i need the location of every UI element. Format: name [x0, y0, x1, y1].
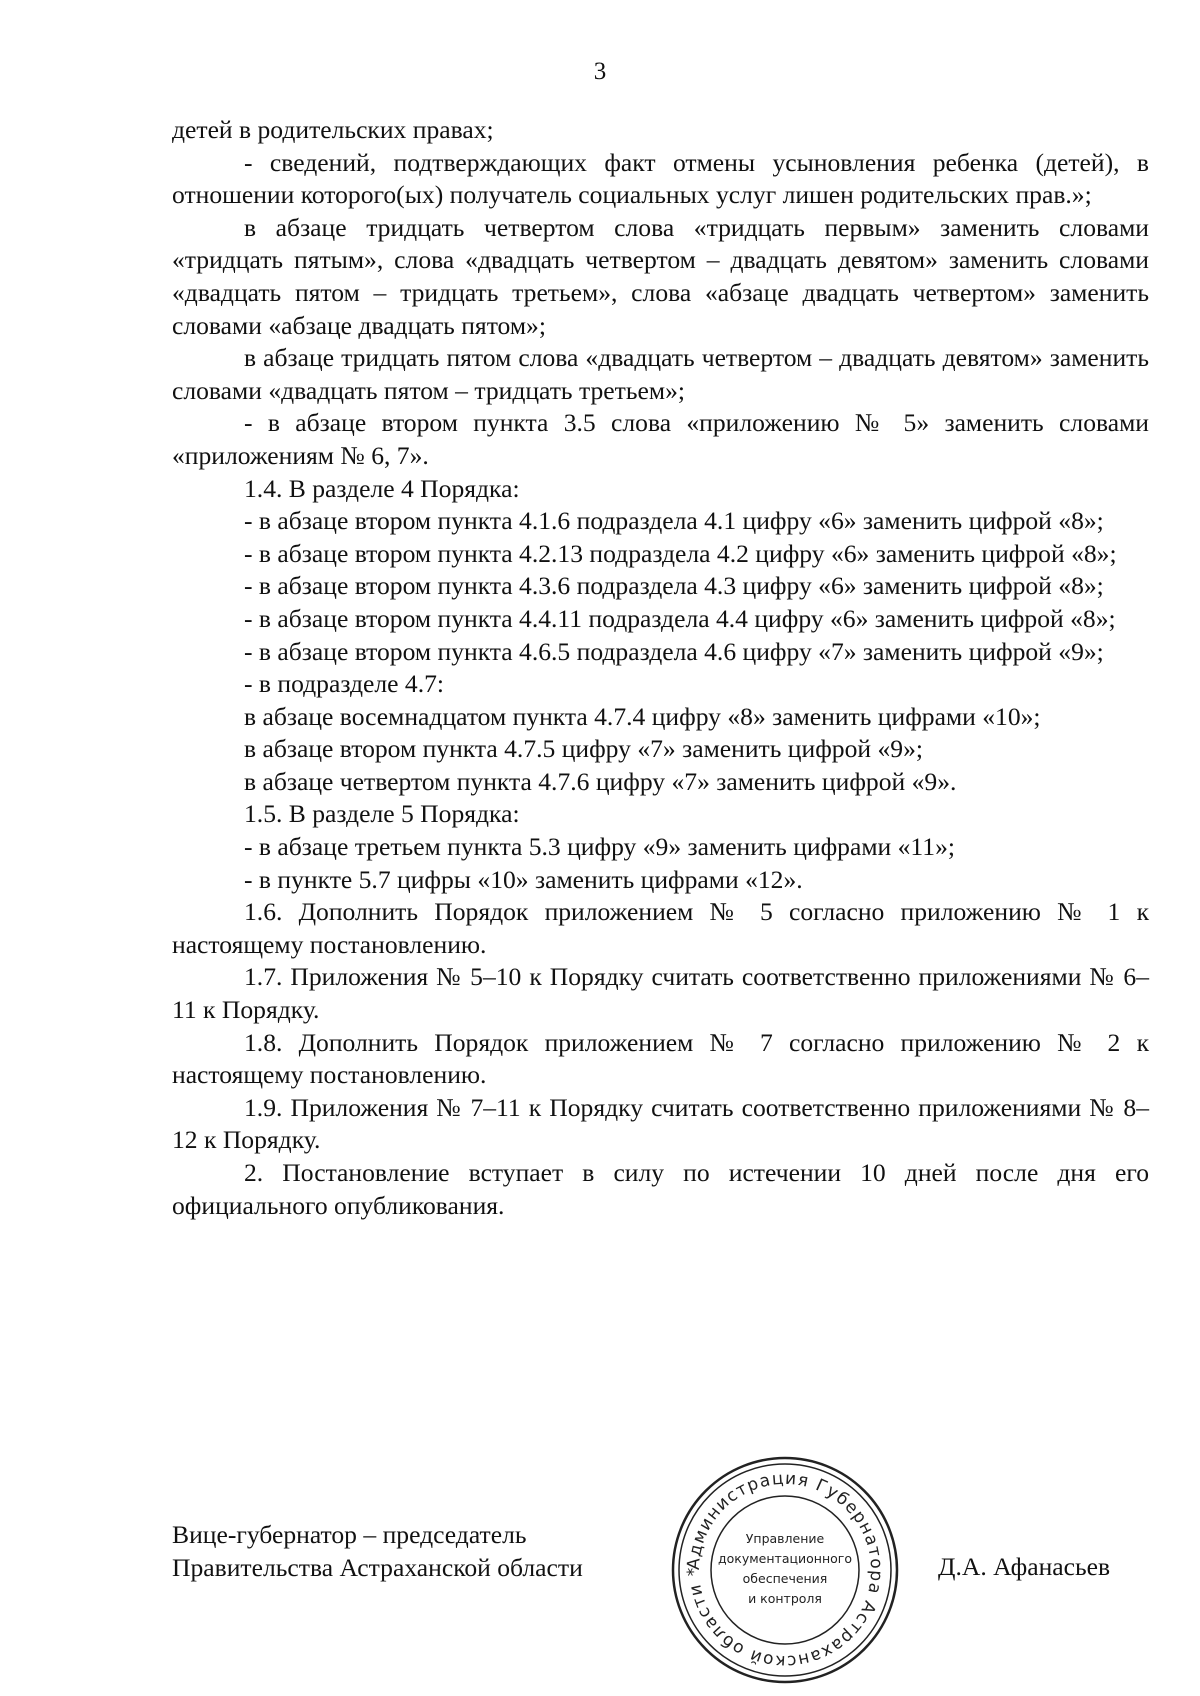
paragraph: 2. Постановление вступает в силу по истечении 10 дней после дня его официального опубликования. — [172, 1158, 1149, 1220]
seal-center-line: и контроля — [748, 1591, 822, 1606]
paragraph: - в абзаце втором пункта 3.5 слова «приложению № 5» заменить словами «приложениям № 6, 7». — [172, 408, 1149, 470]
seal-ring-text: Администрация Губернатора Астраханской области * — [683, 1468, 887, 1672]
seal-center-line: Управление — [745, 1531, 825, 1546]
signature-position-line: Правительства Астраханской области — [172, 1552, 583, 1582]
paragraph: в абзаце тридцать пятом слова «двадцать четвертом – двадцать девятом» заменить словами «двадцать пятом – тридцать третьем»; — [172, 343, 1149, 405]
official-seal — [670, 1455, 900, 1685]
paragraph: в абзаце тридцать четвертом слова «тридцать первым» заменить словами «тридцать пятым», слова «двадцать четвертом – двадцать девятом» заменить словами «двадцать пятом – тридцать третьем», слова «абзаце двадцать четвертом» заменить словами «абзаце двадцать пятом»; — [172, 212, 1149, 340]
paragraph: детей в родительских правах; — [172, 115, 494, 144]
paragraph: - в подразделе 4.7: — [244, 669, 445, 699]
paragraph: - в абзаце втором пункта 4.2.13 подраздела 4.2 цифру «6» заменить цифрой «8»; — [244, 538, 1117, 568]
paragraph: - в абзаце третьем пункта 5.3 цифру «9» заменить цифрами «11»; — [244, 832, 955, 862]
paragraph: - в пункте 5.7 цифры «10» заменить цифрами «12». — [244, 864, 803, 894]
paragraph: - в абзаце втором пункта 4.1.6 подраздела 4.1 цифру «6» заменить цифрой «8»; — [244, 506, 1104, 536]
paragraph: 1.7. Приложения № 5–10 к Порядку считать соответственно приложениями № 6–11 к Порядку. — [172, 962, 1149, 1025]
paragraph: в абзаце четвертом пункта 4.7.6 цифру «7» заменить цифрой «9». — [244, 766, 957, 796]
paragraph: - сведений, подтверждающих факт отмены усыновления ребенка (детей), в отношении которого(ых) получатель социальных услуг лишен родительских прав.»; — [172, 147, 1149, 210]
paragraph: 1.4. В разделе 4 Порядка: — [244, 473, 520, 503]
page-number: 3 — [593, 58, 607, 85]
signatory-name: Д.А. Афанасьев — [938, 1552, 1111, 1581]
seal-center-line: обеспечения — [742, 1571, 828, 1586]
paragraph: - в абзаце втором пункта 4.4.11 подраздела 4.4 цифру «6» заменить цифрой «8»; — [244, 603, 1116, 633]
paragraph: в абзаце восемнадцатом пункта 4.7.4 цифру «8» заменить цифрами «10»; — [244, 701, 1041, 731]
document-body — [172, 114, 1149, 1222]
paragraph: - в абзаце втором пункта 4.3.6 подраздела 4.3 цифру «6» заменить цифрой «8»; — [244, 571, 1104, 601]
signature-position — [172, 1519, 583, 1584]
paragraph: 1.8. Дополнить Порядок приложением № 7 согласно приложению № 2 к настоящему постановлению. — [172, 1027, 1149, 1090]
svg-text:Администрация Губернатора Астр — [684, 1469, 886, 1671]
paragraph: 1.5. В разделе 5 Порядка: — [244, 799, 520, 829]
paragraph: - в абзаце втором пункта 4.6.5 подраздела 4.6 цифру «7» заменить цифрой «9»; — [244, 636, 1104, 666]
signature-position-line: Вице-губернатор – председатель — [172, 1520, 527, 1549]
seal-center-line: документационного — [718, 1551, 852, 1566]
paragraph: в абзаце втором пункта 4.7.5 цифру «7» заменить цифрой «9»; — [244, 734, 923, 764]
paragraph: 1.6. Дополнить Порядок приложением № 5 согласно приложению № 1 к настоящему постановлению. — [172, 897, 1149, 959]
paragraph: 1.9. Приложения № 7–11 к Порядку считать соответственно приложениями № 8–12 к Порядку. — [172, 1092, 1149, 1155]
